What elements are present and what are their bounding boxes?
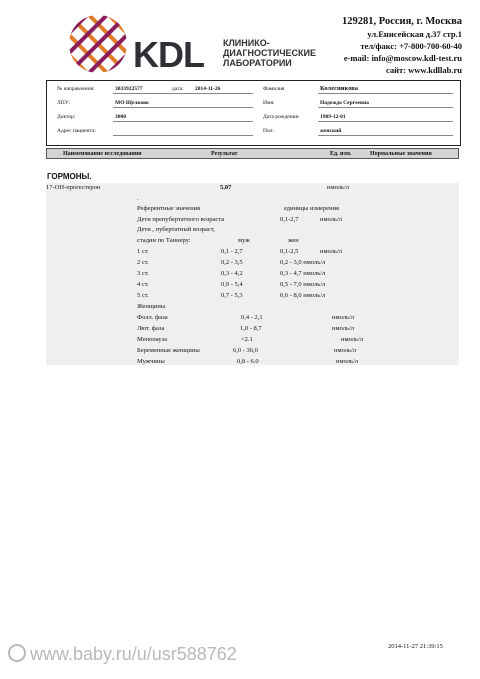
- ref-prepubertal: Дети препубертатного возраста: [137, 216, 225, 223]
- ref-men-value: 0,8 - 6.0: [237, 358, 259, 365]
- underline: [318, 121, 453, 122]
- surname-label: Фамилия: [263, 86, 285, 92]
- logo-wordmark: KDL: [133, 34, 204, 75]
- col-result: Результат: [211, 151, 238, 157]
- ref-prepubertal-value: 0,1-2,7: [280, 216, 299, 223]
- patient-info-box: [46, 80, 461, 146]
- watermark: [8, 644, 237, 665]
- logo-sub-line: ЛАБОРАТОРИИ: [223, 58, 292, 68]
- ref-male-header: муж: [238, 237, 250, 244]
- women-row-value: 0,4 - 2,1: [241, 314, 263, 321]
- results-table-header: [46, 148, 459, 159]
- ref-pubertal-line1: Дети , пубертатный возраст,: [137, 226, 215, 233]
- ref-header-right: единицы измерения: [284, 205, 340, 212]
- ref-pubertal-line2: стадии по Таннеру:: [137, 237, 191, 244]
- kdl-logo-icon: [68, 14, 128, 74]
- women-row-unit: нмоль/л: [341, 336, 364, 343]
- dob-value: 1989-12-01: [320, 114, 346, 120]
- underline: [113, 93, 253, 94]
- logo-sub-line: КЛИНИКО-: [223, 38, 270, 48]
- stage-label: 2 ст.: [137, 259, 149, 266]
- stage-male: 0,9 - 5,4: [221, 281, 243, 288]
- col-unit: Ед. изм.: [330, 151, 352, 157]
- underline: [318, 107, 453, 108]
- date-value: 2014-11-26: [195, 86, 221, 92]
- stage-male: 0,2 - 3,5: [221, 259, 243, 266]
- stage-label: 3 ст.: [137, 270, 149, 277]
- doctor-label: Доктор:: [57, 114, 76, 120]
- stage-female: 0,1-2,5: [280, 248, 299, 255]
- underline: [113, 135, 253, 136]
- address-phone: тел/факс: +7-800-700-60-40: [360, 41, 462, 51]
- address-email: e-mail: info@moscow.kdl-test.ru: [343, 53, 462, 63]
- dob-label: Дата рождения:: [263, 114, 300, 120]
- underline: [318, 93, 453, 94]
- lab-address: [342, 16, 462, 76]
- watermark-smile-icon: [8, 644, 26, 662]
- date-label: дата:: [172, 86, 184, 92]
- address-street: ул.Енисейская д.37 стр.1: [367, 29, 462, 39]
- print-datetime: 2014-11-27 21:39:15: [388, 643, 443, 650]
- ref-dot: .: [137, 195, 139, 202]
- sex-value: женский: [320, 128, 342, 134]
- stage-label: 4 ст.: [137, 281, 149, 288]
- watermark-text: www.baby.ru/u/usr588762: [30, 644, 237, 664]
- stage-female: 0,5 - 7,0 нмоль/л: [280, 281, 326, 288]
- logo-subtitle: [223, 38, 316, 68]
- stage-male: 0,1 - 2,7: [221, 248, 243, 255]
- col-test-name: Наименование исследования: [63, 151, 142, 157]
- women-row-unit: нмоль/л: [332, 325, 355, 332]
- women-row-value: 6,0 - 36,0: [233, 347, 258, 354]
- women-row-label: Беременные женщины: [137, 347, 200, 354]
- col-normal: Нормальные значения: [370, 151, 432, 157]
- test-result: 5,07: [220, 184, 232, 191]
- sex-label: Пол:: [263, 128, 274, 134]
- underline: [113, 121, 253, 122]
- ref-women-header: Женщины: [137, 303, 166, 310]
- ref-female-header: жен: [288, 237, 299, 244]
- stage-female: 0,2 - 3,0 нмоль/л: [280, 259, 326, 266]
- women-row-value: 1,0 - 8,7: [240, 325, 262, 332]
- stage-male: 0,3 - 4,2: [221, 270, 243, 277]
- test-name: 17-ОН-прогестерон: [46, 184, 101, 191]
- stage-male: 0,7 - 5,3: [221, 292, 243, 299]
- stage-label: 5 ст.: [137, 292, 149, 299]
- address-site: сайт: www.kdllab.ru: [385, 65, 462, 75]
- lpu-value: МО Щелково: [115, 100, 149, 106]
- women-row-label: Лют. фаза: [137, 325, 165, 332]
- stage-female: 0,6 - 8,0 нмоль/л: [280, 292, 326, 299]
- address-label: Адрес пациента:: [57, 128, 97, 134]
- test-unit: нмоль/л: [327, 184, 350, 191]
- stage-female: 0,3 - 4,7 нмоль/л: [280, 270, 326, 277]
- women-row-label: Фолл. фаза: [137, 314, 168, 321]
- lpu-label: ЛПУ:: [57, 100, 70, 106]
- logo-sub-line: ДИАГНОСТИЧЕСКИЕ: [223, 48, 317, 58]
- women-row-value: <2.1: [241, 336, 253, 343]
- surname-value: Колесникова: [320, 85, 359, 92]
- name-label: Имя:: [263, 100, 275, 106]
- doctor-value: 3000: [115, 114, 126, 120]
- women-row-label: Менопауза: [137, 336, 168, 343]
- referral-label: № направления:: [57, 86, 95, 92]
- underline: [318, 135, 453, 136]
- stage-label: 1 ст.: [137, 248, 149, 255]
- referral-value: 3033922577: [115, 86, 143, 92]
- underline: [113, 107, 253, 108]
- address-city: 129281, Россия, г. Москва: [342, 16, 462, 27]
- ref-men-label: Мужчины: [137, 358, 165, 365]
- women-row-unit: нмоль/л: [332, 314, 355, 321]
- section-title: ГОРМОНЫ.: [47, 172, 92, 181]
- ref-men-unit: нмоль/л: [336, 358, 359, 365]
- ref-prepubertal-unit: нмоль/л: [320, 216, 343, 223]
- stage-unit: нмоль/л: [320, 248, 343, 255]
- women-row-unit: нмоль/л: [334, 347, 357, 354]
- ref-header-left: Референтные значения: [137, 205, 201, 212]
- name-value: Надежда Сергеевна: [320, 100, 369, 106]
